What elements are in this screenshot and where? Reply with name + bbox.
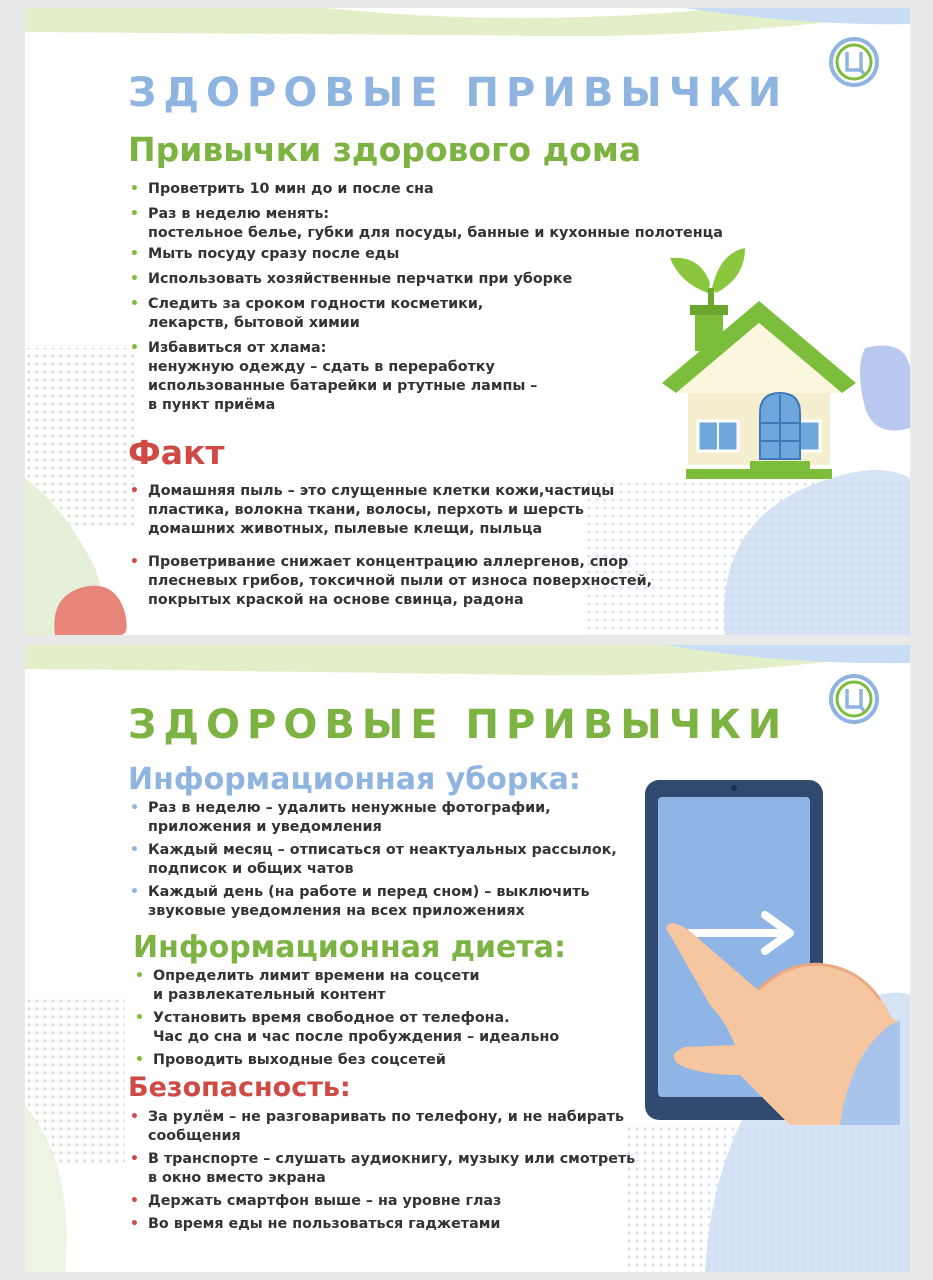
list-item: • Раз в неделю менять: постельное белье, губки для посуды, банные и кухонные полотенца bbox=[128, 205, 788, 243]
safety-list bbox=[128, 1108, 648, 1234]
section-heading-home: Привычки здорового дома bbox=[128, 130, 642, 169]
page-title: ЗДОРОВЫЕ ПРИВЫЧКИ bbox=[128, 702, 789, 748]
facts-list bbox=[128, 482, 728, 610]
list-item: • Во время еды не пользоваться гаджетами bbox=[128, 1215, 648, 1234]
list-item: • Проветривание снижает концентрацию аллергенов, спор плесневых грибов, токсичной пыли от износа поверхностей, покрытых краской на основе свинца, радона bbox=[128, 553, 728, 610]
safety-heading: Безопасность: bbox=[128, 1072, 351, 1103]
logo-icon bbox=[828, 673, 880, 725]
list-item: • Держать смартфон выше – на уровне глаз bbox=[128, 1192, 648, 1211]
fact-heading: Факт bbox=[128, 433, 225, 472]
info-diet-list bbox=[133, 967, 633, 1070]
page-title: ЗДОРОВЫЕ ПРИВЫЧКИ bbox=[128, 70, 789, 116]
house-icon bbox=[650, 243, 865, 483]
list-item: • Мыть посуду сразу после еды bbox=[128, 245, 788, 264]
list-item: • В транспорте – слушать аудиокнигу, музыку или смотреть в окно вместо экрана bbox=[128, 1150, 648, 1188]
list-item: • Домашняя пыль – это слущенные клетки кожи,частицы пластика, волокна ткани, волосы, перхоть и шерсть домашних животных, пылевые клещи, пыльца bbox=[128, 482, 728, 539]
list-item: • Следить за сроком годности косметики, лекарств, бытовой химии bbox=[128, 295, 788, 333]
info-cleanup-heading: Информационная уборка: bbox=[128, 762, 581, 797]
list-item: • За рулём – не разговаривать по телефону, и не набирать сообщения bbox=[128, 1108, 648, 1146]
list-item: • Раз в неделю – удалить ненужные фотографии, приложения и уведомления bbox=[128, 799, 648, 837]
list-item: • Проветрить 10 мин до и после сна bbox=[128, 180, 788, 199]
list-item: • Определить лимит времени на соцсети и развлекательный контент bbox=[133, 967, 633, 1005]
list-item: • Каждый месяц – отписаться от неактуальных рассылок, подписок и общих чатов bbox=[128, 841, 648, 879]
logo-icon bbox=[828, 36, 880, 88]
info-cleanup-list bbox=[128, 799, 648, 921]
info-diet-heading: Информационная диета: bbox=[133, 930, 566, 965]
habits-card-digital bbox=[25, 645, 910, 1272]
list-item: • Проводить выходные без соцсетей bbox=[133, 1051, 633, 1070]
habits-card-home bbox=[25, 8, 910, 635]
list-item: • Установить время свободное от телефона. Час до сна и час после пробуждения – идеально bbox=[133, 1009, 633, 1047]
list-item: • Избавиться от хлама: ненужную одежду – сдать в переработку использованные батарейки и ртутные лампы – в пункт приёма bbox=[128, 339, 788, 415]
list-item: • Использовать хозяйственные перчатки при уборке bbox=[128, 270, 788, 289]
phone-hand-icon bbox=[640, 775, 900, 1125]
list-item: • Каждый день (на работе и перед сном) – выключить звуковые уведомления на всех приложениях bbox=[128, 883, 648, 921]
